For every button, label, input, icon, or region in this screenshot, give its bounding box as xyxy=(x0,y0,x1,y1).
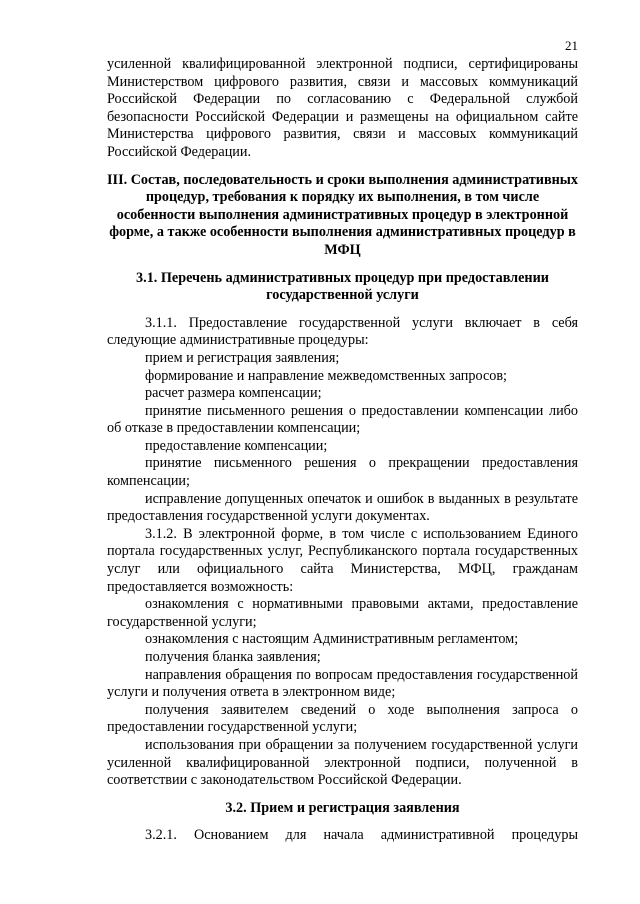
paragraph-3-2-1: 3.2.1. Основанием для начала административной процедуры xyxy=(145,827,578,844)
list-item: принятие письменного решения о прекращении предоставления компенсации; xyxy=(107,455,578,490)
list-item: получения бланка заявления; xyxy=(145,649,321,665)
list-item: исправление допущенных опечаток и ошибок в выданных в результате предоставления государственной услуги документах. xyxy=(107,490,578,525)
list-item: формирование и направление межведомственных запросов; xyxy=(145,367,507,384)
list-item: ознакомления с настоящим Административным регламентом; xyxy=(145,631,519,648)
list-item: предоставление компенсации; xyxy=(145,437,328,454)
document-body xyxy=(107,56,578,845)
procedures-list xyxy=(107,350,578,526)
list-item: расчет размера компенсации; xyxy=(145,385,322,402)
list-item: принятие письменного решения о предоставлении компенсации либо об отказе в предоставлении компенсации; xyxy=(107,402,578,437)
list-item: ознакомления с нормативными правовыми актами, предоставление государственной услуги; xyxy=(107,596,578,630)
list-item: использования при обращении за получением государственной услуги усиленной квалифицированной электронной подписи, полученной в соответствии с законодательством Российской Федерации. xyxy=(107,736,578,789)
list-item: получения заявителем сведений о ходе выполнения запроса о предоставлении государственной услуги; xyxy=(107,701,578,736)
page-number: 21 xyxy=(565,38,578,53)
intro-paragraph: усиленной квалифицированной электронной подписи, сертифицированы Министерством цифрового развития, связи и массовых коммуникаций Российской Федерации по согласованию с Федеральной службой безопасности Российской Федерации и размещены на официальном сайте Министерства цифрового развития, связи и массовых коммуникаций Российской Федерации. xyxy=(107,56,578,160)
list-item: направления обращения по вопросам предоставления государственной услуги и получения ответа в электронном виде; xyxy=(107,666,578,701)
section-3-heading: III. Состав, последовательность и сроки выполнения административных процедур, требования к порядку их выполнения, в том числе особенности выполнения административных процедур в электронной форме, а также особенности выполнения административных процедур в МФЦ xyxy=(107,171,578,258)
paragraph-3-1-1: 3.1.1. Предоставление государственной услуги включает в себя следующие административные процедуры: xyxy=(107,314,578,349)
subsection-3-2-heading: 3.2. Прием и регистрация заявления xyxy=(225,799,460,816)
paragraph-3-1-2: 3.1.2. В электронной форме, в том числе с использованием Единого портала государственных услуг, Республиканского портала государственных услуг или официального сайта Министерства, МФЦ, гражданам предоставляется возможность: xyxy=(107,525,578,595)
subsection-3-1-heading: 3.1. Перечень административных процедур при предоставлении государственной услуги xyxy=(136,269,549,304)
possibilities-list xyxy=(107,596,578,790)
list-item: прием и регистрация заявления; xyxy=(145,349,340,366)
